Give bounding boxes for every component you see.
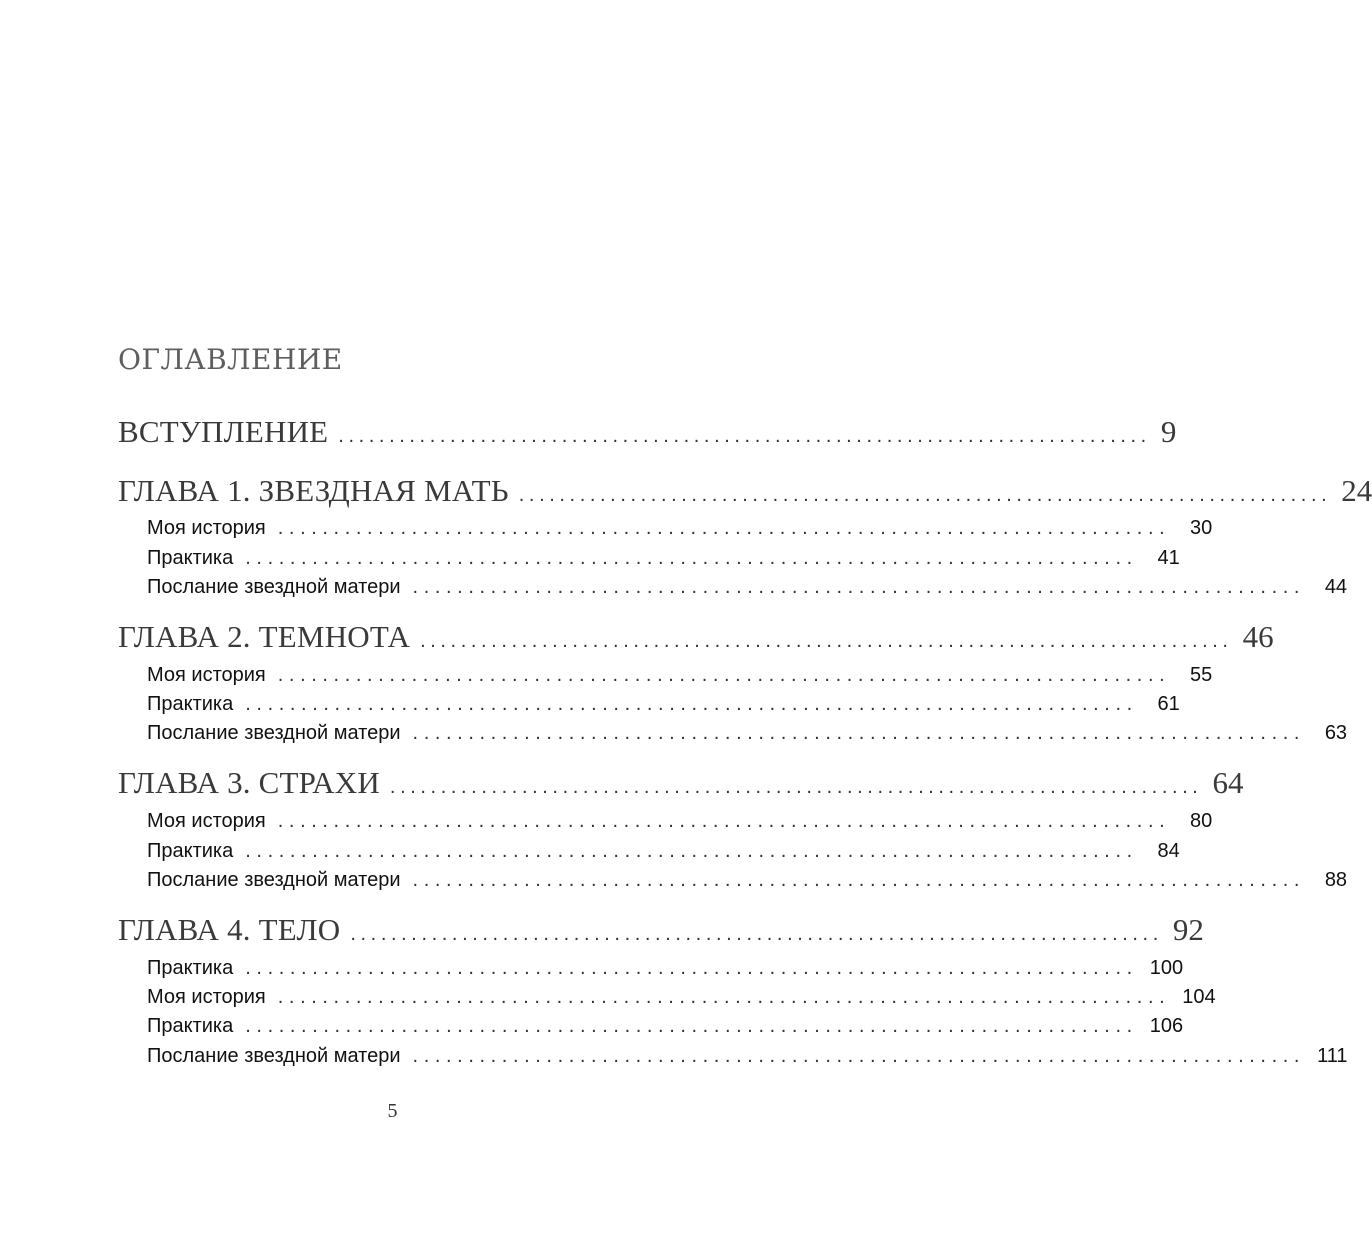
entry-label: Послание звездной матери (147, 869, 401, 891)
entry-label: ГЛАВА 2. ТЕМНОТА (118, 619, 411, 654)
toc-entry-chapter-1[interactable] (118, 473, 1372, 509)
toc-entry-subsection[interactable] (147, 837, 1180, 865)
entry-label: Моя история (147, 664, 266, 686)
dot-leader: ................................................................................ (245, 547, 1138, 569)
toc-entry-subsection[interactable] (147, 954, 1184, 982)
entry-label: Моя история (147, 810, 266, 832)
entry-page-number: 30 (1190, 517, 1213, 539)
toc-entry-subsection[interactable] (147, 1042, 1348, 1070)
dot-leader: ................................................................................ (412, 576, 1306, 598)
entry-page-number: 63 (1324, 722, 1348, 744)
entry-label: Практика (147, 547, 234, 569)
entry-page-number: 41 (1157, 547, 1180, 569)
toc-entry-chapter-4[interactable] (118, 912, 1204, 948)
toc-entry-subsection[interactable] (147, 544, 1180, 572)
entry-page-number: 61 (1157, 693, 1180, 715)
entry-page-number: 46 (1242, 619, 1274, 654)
toc-entry-subsection[interactable] (147, 719, 1348, 747)
entry-label: Практика (147, 957, 234, 979)
entry-label: Практика (147, 693, 234, 715)
entry-page-number: 55 (1190, 664, 1213, 686)
entry-page-number: 64 (1212, 765, 1244, 800)
entry-label: Послание звездной матери (147, 722, 401, 744)
entry-label: ГЛАВА 3. СТРАХИ (118, 765, 380, 800)
entry-label: ГЛАВА 1. ЗВЕЗДНАЯ МАТЬ (118, 473, 509, 508)
toc-entry-subsection[interactable] (147, 661, 1213, 689)
dot-leader: ................................................................................ (277, 986, 1171, 1008)
dot-leader: ................................................................................ (245, 957, 1138, 979)
dot-leader: ................................................................................ (338, 425, 1151, 447)
entry-page-number: 9 (1160, 414, 1177, 449)
entry-page-number: 44 (1324, 576, 1348, 598)
entry-page-number: 84 (1157, 840, 1180, 862)
toc-entry-subsection[interactable] (147, 573, 1348, 601)
dot-leader: ................................................................................ (350, 923, 1163, 945)
dot-leader: ................................................................................ (277, 517, 1171, 539)
dot-leader: ................................................................................ (412, 1045, 1306, 1067)
toc-title: ОГЛАВЛЕНИЕ (118, 343, 343, 376)
entry-label: Практика (147, 1015, 234, 1037)
entry-label: Практика (147, 840, 234, 862)
toc-entry-subsection[interactable] (147, 807, 1213, 835)
toc-entry-subsection[interactable] (147, 1012, 1184, 1040)
entry-page-number: 104 (1182, 986, 1216, 1008)
dot-leader: ................................................................................ (420, 630, 1233, 652)
dot-leader: ................................................................................ (518, 484, 1332, 506)
toc-entry-chapter-2[interactable] (118, 619, 1274, 655)
entry-label: Моя история (147, 517, 266, 539)
entry-label: Послание звездной матери (147, 1045, 401, 1067)
entry-label: Послание звездной матери (147, 576, 401, 598)
dot-leader: ................................................................................ (277, 664, 1171, 686)
dot-leader: ................................................................................ (412, 869, 1306, 891)
entry-page-number: 80 (1190, 810, 1213, 832)
entry-label: Моя история (147, 986, 266, 1008)
entry-page-number: 106 (1149, 1015, 1184, 1037)
page-number-footer: 5 (387, 1100, 398, 1122)
dot-leader: ................................................................................ (245, 840, 1138, 862)
toc-entry-intro[interactable] (118, 414, 1177, 450)
dot-leader: ................................................................................ (389, 776, 1203, 798)
entry-page-number: 100 (1149, 957, 1184, 979)
entry-page-number: 111 (1317, 1045, 1348, 1067)
toc-entry-subsection[interactable] (147, 690, 1180, 718)
toc-entry-chapter-3[interactable] (118, 765, 1244, 801)
dot-leader: ................................................................................ (412, 722, 1306, 744)
toc-entry-subsection[interactable] (147, 983, 1216, 1011)
toc-entry-subsection[interactable] (147, 514, 1213, 542)
dot-leader: ................................................................................ (277, 810, 1171, 832)
entry-page-number: 88 (1324, 869, 1348, 891)
entry-page-number: 24 (1341, 473, 1372, 508)
entry-page-number: 92 (1172, 912, 1204, 947)
dot-leader: ................................................................................ (245, 1015, 1138, 1037)
toc-entry-subsection[interactable] (147, 866, 1348, 894)
dot-leader: ................................................................................ (245, 693, 1138, 715)
entry-label: ВСТУПЛЕНИЕ (118, 414, 329, 449)
entry-label: ГЛАВА 4. ТЕЛО (118, 912, 341, 947)
